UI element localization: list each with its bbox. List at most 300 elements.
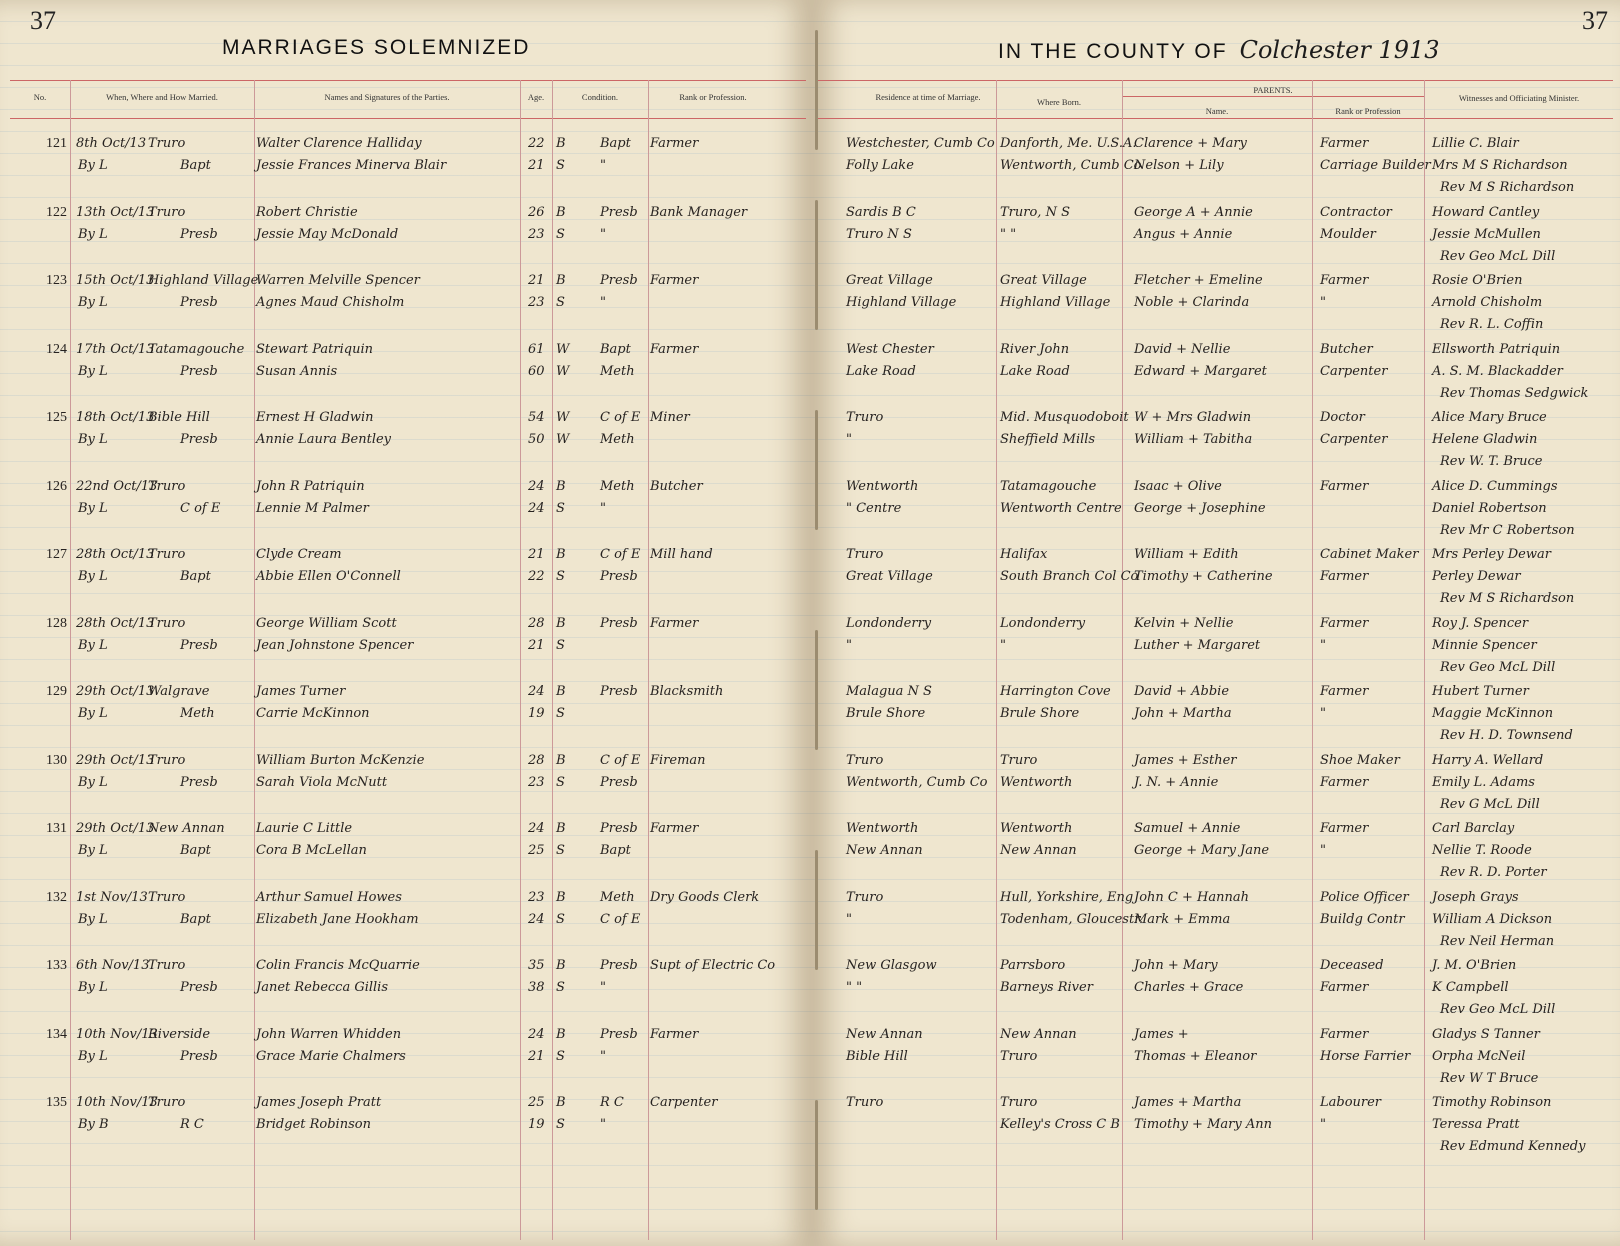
header-rule-bottom bbox=[10, 118, 806, 119]
column-rule bbox=[70, 80, 71, 1240]
entry-date: 10th Nov/13 bbox=[76, 1095, 158, 1110]
entry-witness2: K Campbell bbox=[1432, 980, 1509, 995]
entry-denom: R C bbox=[180, 1117, 204, 1132]
entry-groom: William Burton McKenzie bbox=[256, 753, 425, 768]
entry-denom: Bapt bbox=[180, 569, 211, 584]
entry-groom-age: 28 bbox=[528, 616, 545, 631]
column-header: Condition. bbox=[581, 92, 619, 102]
entry-groom-parent-prof: Police Officer bbox=[1320, 890, 1409, 905]
entry-bride-age: 60 bbox=[528, 364, 545, 379]
entry-witness2: Daniel Robertson bbox=[1432, 501, 1547, 516]
entry-bride-cond: S bbox=[556, 295, 565, 310]
entry-groom-parents: Clarence + Mary bbox=[1134, 136, 1247, 151]
entry-bride-parents: George + Mary Jane bbox=[1134, 843, 1270, 858]
entry-bride-born: Truro bbox=[1000, 1049, 1038, 1064]
entry-witness2: Mrs M S Richardson bbox=[1432, 158, 1568, 173]
entry-groom-rel: Presb bbox=[600, 616, 638, 631]
entry-bride: Sarah Viola McNutt bbox=[256, 775, 388, 790]
binding-stitch bbox=[815, 1100, 818, 1210]
column-rule bbox=[648, 80, 649, 1240]
entry-bride-parents: Timothy + Catherine bbox=[1134, 569, 1273, 584]
column-header: Rank or Profession. bbox=[679, 92, 747, 102]
entry-groom-age: 24 bbox=[528, 479, 545, 494]
left-page-title: MARRIAGES SOLEMNIZED bbox=[222, 36, 531, 59]
entry-groom-cond: B bbox=[556, 136, 566, 151]
entry-witness1: Harry A. Wellard bbox=[1432, 753, 1544, 768]
entry-groom-cond: B bbox=[556, 821, 566, 836]
entry-groom-res: Londonderry bbox=[846, 616, 932, 631]
entry-groom-parents: David + Abbie bbox=[1134, 684, 1230, 699]
entry-groom-res: Malagua N S bbox=[846, 684, 932, 699]
entry-groom-born: New Annan bbox=[1000, 1027, 1077, 1042]
entry-how: By L bbox=[78, 295, 108, 310]
entry-minister: Rev G McL Dill bbox=[1440, 797, 1540, 812]
entry-no: 127 bbox=[46, 547, 67, 562]
entry-bride-age: 24 bbox=[528, 501, 545, 516]
entry-groom-age: 24 bbox=[528, 684, 545, 699]
entry-groom-res: Truro bbox=[846, 410, 884, 425]
column-rule bbox=[552, 80, 553, 1240]
parents-rule bbox=[1122, 96, 1424, 97]
entry-groom: Colin Francis McQuarrie bbox=[256, 958, 420, 973]
entry-minister: Rev M S Richardson bbox=[1440, 180, 1575, 195]
entry-groom-born: Londonderry bbox=[1000, 616, 1086, 631]
entry-groom-cond: W bbox=[556, 410, 570, 425]
entry-bride-cond: S bbox=[556, 1117, 565, 1132]
entry-bride-cond: S bbox=[556, 501, 565, 516]
entry-denom: Presb bbox=[180, 227, 218, 242]
entry-bride: Susan Annis bbox=[256, 364, 338, 379]
entry-bride-rel: " bbox=[600, 501, 606, 516]
entry-groom-age: 61 bbox=[528, 342, 545, 357]
entry-groom-prof: Blacksmith bbox=[650, 684, 724, 699]
title-prefix: IN THE COUNTY OF bbox=[998, 40, 1228, 63]
entry-place: Highland Village bbox=[148, 273, 259, 288]
header-rule-bottom bbox=[818, 118, 1613, 119]
entry-bride-age: 21 bbox=[528, 1049, 545, 1064]
entry-bride-res: " " bbox=[846, 980, 863, 995]
entry-groom-rel: Presb bbox=[600, 958, 638, 973]
entry-place: Truro bbox=[148, 753, 186, 768]
entry-no: 129 bbox=[46, 684, 67, 699]
entry-groom-born: Truro bbox=[1000, 1095, 1038, 1110]
entry-bride: Abbie Ellen O'Connell bbox=[256, 569, 401, 584]
entry-groom-rel: Meth bbox=[600, 479, 635, 494]
entry-bride-res: " bbox=[846, 912, 852, 927]
entry-bride-born: Barneys River bbox=[1000, 980, 1093, 995]
entry-bride-parents: George + Josephine bbox=[1134, 501, 1266, 516]
binding-stitch bbox=[815, 30, 818, 150]
entry-groom-born: Danforth, Me. U.S.A. bbox=[1000, 136, 1137, 151]
entry-bride-age: 38 bbox=[528, 980, 545, 995]
entry-bride-rel: " bbox=[600, 295, 606, 310]
entry-bride: Jean Johnstone Spencer bbox=[256, 638, 414, 653]
entry-groom-rel: Presb bbox=[600, 1027, 638, 1042]
entry-witness2: Minnie Spencer bbox=[1432, 638, 1537, 653]
entry-how: By L bbox=[78, 706, 108, 721]
entry-witness2: Maggie McKinnon bbox=[1432, 706, 1554, 721]
entry-groom: Warren Melville Spencer bbox=[256, 273, 420, 288]
binding-stitch bbox=[815, 630, 818, 750]
entry-bride-age: 50 bbox=[528, 432, 545, 447]
entry-groom-prof: Butcher bbox=[650, 479, 703, 494]
entry-groom-res: New Annan bbox=[846, 1027, 923, 1042]
entry-groom-cond: B bbox=[556, 616, 566, 631]
entry-groom-parent-prof: Farmer bbox=[1320, 684, 1369, 699]
entry-witness2: Arnold Chisholm bbox=[1432, 295, 1543, 310]
entry-groom-parent-prof: Cabinet Maker bbox=[1320, 547, 1419, 562]
entry-bride-rel: Presb bbox=[600, 569, 638, 584]
entry-groom: Stewart Patriquin bbox=[256, 342, 374, 357]
entry-minister: Rev R. D. Porter bbox=[1440, 865, 1547, 880]
entry-how: By L bbox=[78, 227, 108, 242]
entry-bride-parent-prof: Horse Farrier bbox=[1320, 1049, 1411, 1064]
left-page-number: 37 bbox=[30, 6, 56, 35]
header-rule-top bbox=[10, 80, 806, 81]
entry-how: By L bbox=[78, 501, 108, 516]
entry-bride-age: 19 bbox=[528, 706, 545, 721]
entry-minister: Rev W. T. Bruce bbox=[1440, 454, 1543, 469]
entry-witness2: A. S. M. Blackadder bbox=[1432, 364, 1563, 379]
entry-groom-parent-prof: Labourer bbox=[1320, 1095, 1382, 1110]
entry-bride-parent-prof: Carpenter bbox=[1320, 364, 1388, 379]
entry-denom: Bapt bbox=[180, 158, 211, 173]
entry-bride-res: Folly Lake bbox=[846, 158, 914, 173]
entry-groom: Ernest H Gladwin bbox=[256, 410, 374, 425]
entry-groom-prof: Farmer bbox=[650, 342, 699, 357]
entry-how: By L bbox=[78, 638, 108, 653]
entry-groom-age: 26 bbox=[528, 205, 545, 220]
entry-witness1: Alice D. Cummings bbox=[1432, 479, 1558, 494]
entry-groom-parents: Kelvin + Nellie bbox=[1134, 616, 1234, 631]
entry-groom-prof: Fireman bbox=[650, 753, 706, 768]
entry-bride-born: Brule Shore bbox=[1000, 706, 1080, 721]
entry-denom: Bapt bbox=[180, 912, 211, 927]
entry-groom: Clyde Cream bbox=[256, 547, 342, 562]
entry-groom-prof: Farmer bbox=[650, 136, 699, 151]
column-rule bbox=[520, 80, 521, 1240]
entry-groom-age: 22 bbox=[528, 136, 545, 151]
entry-witness1: Rosie O'Brien bbox=[1432, 273, 1523, 288]
entry-bride-born: Wentworth Centre bbox=[1000, 501, 1122, 516]
entry-groom-born: Wentworth bbox=[1000, 821, 1073, 836]
entry-bride-parents: John + Martha bbox=[1134, 706, 1232, 721]
entry-groom-rel: Presb bbox=[600, 821, 638, 836]
entry-groom-rel: Presb bbox=[600, 273, 638, 288]
entry-date: 22nd Oct/13 bbox=[76, 479, 158, 494]
entry-bride-born: Sheffield Mills bbox=[1000, 432, 1096, 447]
entry-how: By L bbox=[78, 775, 108, 790]
entry-groom-parent-prof: Farmer bbox=[1320, 273, 1369, 288]
entry-date: 17th Oct/13 bbox=[76, 342, 155, 357]
entry-denom: Presb bbox=[180, 295, 218, 310]
binding-stitch bbox=[815, 410, 818, 530]
entry-groom-rel: Presb bbox=[600, 684, 638, 699]
entry-how: By L bbox=[78, 1049, 108, 1064]
column-header: Name. bbox=[1205, 106, 1229, 116]
entry-groom-parents: James + Esther bbox=[1134, 753, 1237, 768]
entry-witness2: Perley Dewar bbox=[1432, 569, 1521, 584]
entry-groom-rel: Meth bbox=[600, 890, 635, 905]
column-header: Where Born. bbox=[1037, 97, 1081, 107]
entry-groom-res: Sardis B C bbox=[846, 205, 916, 220]
entry-bride: Lennie M Palmer bbox=[256, 501, 369, 516]
column-header: Rank or Profession bbox=[1335, 106, 1401, 116]
column-header: Age. bbox=[527, 92, 545, 102]
column-rule bbox=[1122, 80, 1123, 1240]
entry-minister: Rev H. D. Townsend bbox=[1440, 728, 1573, 743]
right-page-number: 37 bbox=[1582, 6, 1608, 35]
entry-bride-age: 19 bbox=[528, 1117, 545, 1132]
column-header: No. bbox=[33, 92, 47, 102]
entry-how: By B bbox=[78, 1117, 109, 1132]
entry-groom-age: 23 bbox=[528, 890, 545, 905]
entry-no: 132 bbox=[46, 890, 67, 905]
entry-groom-parent-prof: Farmer bbox=[1320, 821, 1369, 836]
entry-bride-born: Lake Road bbox=[1000, 364, 1070, 379]
entry-bride-rel: Meth bbox=[600, 364, 635, 379]
entry-no: 126 bbox=[46, 479, 67, 494]
entry-groom-prof: Dry Goods Clerk bbox=[650, 890, 760, 905]
entry-minister: Rev Edmund Kennedy bbox=[1440, 1139, 1586, 1154]
entry-groom-rel: C of E bbox=[600, 547, 641, 562]
entry-groom-rel: Bapt bbox=[600, 342, 631, 357]
entry-bride-parents: Angus + Annie bbox=[1134, 227, 1233, 242]
entry-bride-parents: William + Tabitha bbox=[1134, 432, 1253, 447]
entry-groom-cond: B bbox=[556, 547, 566, 562]
entry-bride-age: 21 bbox=[528, 158, 545, 173]
county-name: Colchester 1913 bbox=[1239, 36, 1440, 64]
entry-bride-born: Highland Village bbox=[1000, 295, 1111, 310]
column-rule bbox=[1424, 80, 1425, 1240]
entry-how: By L bbox=[78, 912, 108, 927]
entry-groom: Robert Christie bbox=[256, 205, 358, 220]
entry-how: By L bbox=[78, 569, 108, 584]
entry-bride-cond: S bbox=[556, 775, 565, 790]
entry-place: Truro bbox=[148, 136, 186, 151]
entry-no: 122 bbox=[46, 205, 67, 220]
entry-minister: Rev W T Bruce bbox=[1440, 1071, 1539, 1086]
entry-groom-cond: B bbox=[556, 479, 566, 494]
entry-groom-parent-prof: Deceased bbox=[1320, 958, 1384, 973]
entry-place: Bible Hill bbox=[148, 410, 210, 425]
entry-groom-parents: Fletcher + Emeline bbox=[1134, 273, 1263, 288]
entry-bride-cond: S bbox=[556, 569, 565, 584]
entry-groom-parents: W + Mrs Gladwin bbox=[1134, 410, 1252, 425]
entry-groom-parent-prof: Farmer bbox=[1320, 479, 1369, 494]
entry-groom-parents: Samuel + Annie bbox=[1134, 821, 1241, 836]
entry-groom-born: Tatamagouche bbox=[1000, 479, 1097, 494]
entry-bride-age: 23 bbox=[528, 775, 545, 790]
entry-bride-res: Great Village bbox=[846, 569, 933, 584]
entry-bride-age: 25 bbox=[528, 843, 545, 858]
entry-bride-parents: Timothy + Mary Ann bbox=[1134, 1117, 1272, 1132]
entry-bride-res: Wentworth, Cumb Co bbox=[846, 775, 988, 790]
entry-witness2: Helene Gladwin bbox=[1432, 432, 1538, 447]
entry-groom-rel: C of E bbox=[600, 410, 641, 425]
entry-bride-born: " bbox=[1000, 638, 1006, 653]
parents-header: PARENTS. bbox=[1253, 85, 1293, 95]
entry-groom-age: 21 bbox=[528, 547, 545, 562]
entry-bride-parent-prof: " bbox=[1320, 843, 1326, 858]
entry-place: Truro bbox=[148, 890, 186, 905]
entry-bride-cond: S bbox=[556, 1049, 565, 1064]
entry-groom-res: Great Village bbox=[846, 273, 933, 288]
entry-bride-rel: " bbox=[600, 1049, 606, 1064]
entry-groom: George William Scott bbox=[256, 616, 397, 631]
entry-groom-prof: Supt of Electric Co bbox=[650, 958, 776, 973]
entry-bride: Bridget Robinson bbox=[256, 1117, 371, 1132]
entry-bride-parents: Luther + Margaret bbox=[1134, 638, 1261, 653]
column-rule bbox=[996, 80, 997, 1240]
entry-groom-parents: James + bbox=[1134, 1027, 1189, 1042]
entry-groom-prof: Farmer bbox=[650, 273, 699, 288]
entry-bride-cond: S bbox=[556, 227, 565, 242]
entry-bride: Carrie McKinnon bbox=[256, 706, 370, 721]
entry-witness1: Alice Mary Bruce bbox=[1432, 410, 1547, 425]
entry-witness1: Howard Cantley bbox=[1432, 205, 1540, 220]
entry-no: 135 bbox=[46, 1095, 67, 1110]
entry-bride-parents: Edward + Margaret bbox=[1134, 364, 1267, 379]
entry-groom-parent-prof: Butcher bbox=[1320, 342, 1373, 357]
entry-groom-rel: C of E bbox=[600, 753, 641, 768]
entry-bride-parents: Thomas + Eleanor bbox=[1134, 1049, 1257, 1064]
entry-denom: Presb bbox=[180, 1049, 218, 1064]
entry-groom-born: Truro bbox=[1000, 753, 1038, 768]
entry-witness2: Nellie T. Roode bbox=[1432, 843, 1532, 858]
entry-date: 8th Oct/13 bbox=[76, 136, 147, 151]
entry-bride-born: Todenham, Gloucestr. bbox=[1000, 912, 1144, 927]
entry-minister: Rev R. L. Coffin bbox=[1440, 317, 1544, 332]
entry-groom: Arthur Samuel Howes bbox=[256, 890, 402, 905]
entry-groom: James Turner bbox=[256, 684, 346, 699]
entry-bride-parent-prof: Buildg Contr bbox=[1320, 912, 1405, 927]
entry-groom-age: 35 bbox=[528, 958, 545, 973]
entry-witness1: Gladys S Tanner bbox=[1432, 1027, 1540, 1042]
entry-bride-rel: Meth bbox=[600, 432, 635, 447]
entry-bride-parent-prof: Farmer bbox=[1320, 775, 1369, 790]
entry-witness2: Emily L. Adams bbox=[1432, 775, 1535, 790]
entry-bride-res: Bible Hill bbox=[846, 1049, 908, 1064]
entry-denom: C of E bbox=[180, 501, 221, 516]
entry-witness1: Hubert Turner bbox=[1432, 684, 1529, 699]
entry-groom-res: Westchester, Cumb Co bbox=[846, 136, 995, 151]
entry-bride: Elizabeth Jane Hookham bbox=[256, 912, 419, 927]
entry-minister: Rev Geo McL Dill bbox=[1440, 1002, 1556, 1017]
entry-bride-cond: S bbox=[556, 980, 565, 995]
entry-bride-parent-prof: Farmer bbox=[1320, 980, 1369, 995]
entry-groom-born: Hull, Yorkshire, Eng bbox=[1000, 890, 1134, 905]
entry-groom-res: Truro bbox=[846, 890, 884, 905]
entry-groom-born: Harrington Cove bbox=[1000, 684, 1111, 699]
entry-place: New Annan bbox=[148, 821, 225, 836]
entry-groom-parent-prof: Farmer bbox=[1320, 616, 1369, 631]
entry-date: 29th Oct/13 bbox=[76, 753, 155, 768]
entry-denom: Meth bbox=[180, 706, 215, 721]
entry-how: By L bbox=[78, 980, 108, 995]
entry-bride-cond: S bbox=[556, 158, 565, 173]
entry-groom-res: Truro bbox=[846, 753, 884, 768]
entry-groom-prof: Carpenter bbox=[650, 1095, 718, 1110]
entry-groom-born: Truro, N S bbox=[1000, 205, 1070, 220]
entry-witness1: Carl Barclay bbox=[1432, 821, 1515, 836]
entry-no: 123 bbox=[46, 273, 67, 288]
entry-bride-born: Wentworth bbox=[1000, 775, 1073, 790]
entry-groom-cond: B bbox=[556, 753, 566, 768]
entry-bride-res: " Centre bbox=[846, 501, 902, 516]
entry-bride-parent-prof: Moulder bbox=[1320, 227, 1376, 242]
entry-denom: Presb bbox=[180, 364, 218, 379]
entry-witness2: Orpha McNeil bbox=[1432, 1049, 1526, 1064]
entry-bride-parent-prof: Carpenter bbox=[1320, 432, 1388, 447]
entry-groom-prof: Mill hand bbox=[650, 547, 713, 562]
entry-bride-res: " bbox=[846, 432, 852, 447]
entry-bride-res: New Annan bbox=[846, 843, 923, 858]
entry-bride-cond: S bbox=[556, 638, 565, 653]
entry-groom-prof: Bank Manager bbox=[650, 205, 748, 220]
entry-bride-parent-prof: " bbox=[1320, 706, 1326, 721]
entry-bride-age: 21 bbox=[528, 638, 545, 653]
entry-bride-cond: S bbox=[556, 706, 565, 721]
entry-denom: Presb bbox=[180, 775, 218, 790]
entry-bride-age: 24 bbox=[528, 912, 545, 927]
entry-groom-parents: James + Martha bbox=[1134, 1095, 1242, 1110]
column-header: Names and Signatures of the Parties. bbox=[324, 92, 450, 102]
entry-groom-cond: B bbox=[556, 890, 566, 905]
entry-denom: Bapt bbox=[180, 843, 211, 858]
entry-minister: Rev Neil Herman bbox=[1440, 934, 1555, 949]
entry-groom-res: Wentworth bbox=[846, 479, 919, 494]
entry-groom-age: 24 bbox=[528, 1027, 545, 1042]
entry-groom-prof: Farmer bbox=[650, 616, 699, 631]
entry-bride-parents: J. N. + Annie bbox=[1134, 775, 1219, 790]
entry-groom-parent-prof: Contractor bbox=[1320, 205, 1392, 220]
entry-witness1: Timothy Robinson bbox=[1432, 1095, 1552, 1110]
column-header: Residence at time of Marriage. bbox=[875, 92, 981, 102]
entry-groom-age: 28 bbox=[528, 753, 545, 768]
entry-no: 133 bbox=[46, 958, 67, 973]
entry-minister: Rev Geo McL Dill bbox=[1440, 660, 1556, 675]
entry-date: 13th Oct/13 bbox=[76, 205, 155, 220]
entry-bride-res: Brule Shore bbox=[846, 706, 926, 721]
entry-witness2: William A Dickson bbox=[1432, 912, 1553, 927]
entry-bride-born: Kelley's Cross C B bbox=[1000, 1117, 1120, 1132]
entry-groom-cond: B bbox=[556, 684, 566, 699]
entry-groom-parents: John + Mary bbox=[1134, 958, 1218, 973]
entry-witness2: Teressa Pratt bbox=[1432, 1117, 1520, 1132]
entry-groom: James Joseph Pratt bbox=[256, 1095, 382, 1110]
entry-groom-parents: William + Edith bbox=[1134, 547, 1239, 562]
entry-bride-rel: " bbox=[600, 227, 606, 242]
entry-bride-age: 22 bbox=[528, 569, 545, 584]
entry-groom-age: 24 bbox=[528, 821, 545, 836]
entry-groom-parents: George A + Annie bbox=[1134, 205, 1253, 220]
entry-bride: Jessie Frances Minerva Blair bbox=[256, 158, 447, 173]
entry-no: 130 bbox=[46, 753, 67, 768]
entry-groom-age: 54 bbox=[528, 410, 545, 425]
entry-bride: Annie Laura Bentley bbox=[256, 432, 392, 447]
entry-bride-parent-prof: " bbox=[1320, 295, 1326, 310]
entry-groom-res: Wentworth bbox=[846, 821, 919, 836]
entry-witness1: J. M. O'Brien bbox=[1432, 958, 1517, 973]
entry-bride-res: Highland Village bbox=[846, 295, 957, 310]
entry-date: 6th Nov/13 bbox=[76, 958, 150, 973]
entry-bride-born: South Branch Col Co bbox=[1000, 569, 1139, 584]
entry-bride-parent-prof: " bbox=[1320, 1117, 1326, 1132]
entry-bride-parents: Nelson + Lily bbox=[1134, 158, 1224, 173]
entry-bride-rel: " bbox=[600, 158, 606, 173]
entry-minister: Rev Thomas Sedgwick bbox=[1440, 386, 1589, 401]
